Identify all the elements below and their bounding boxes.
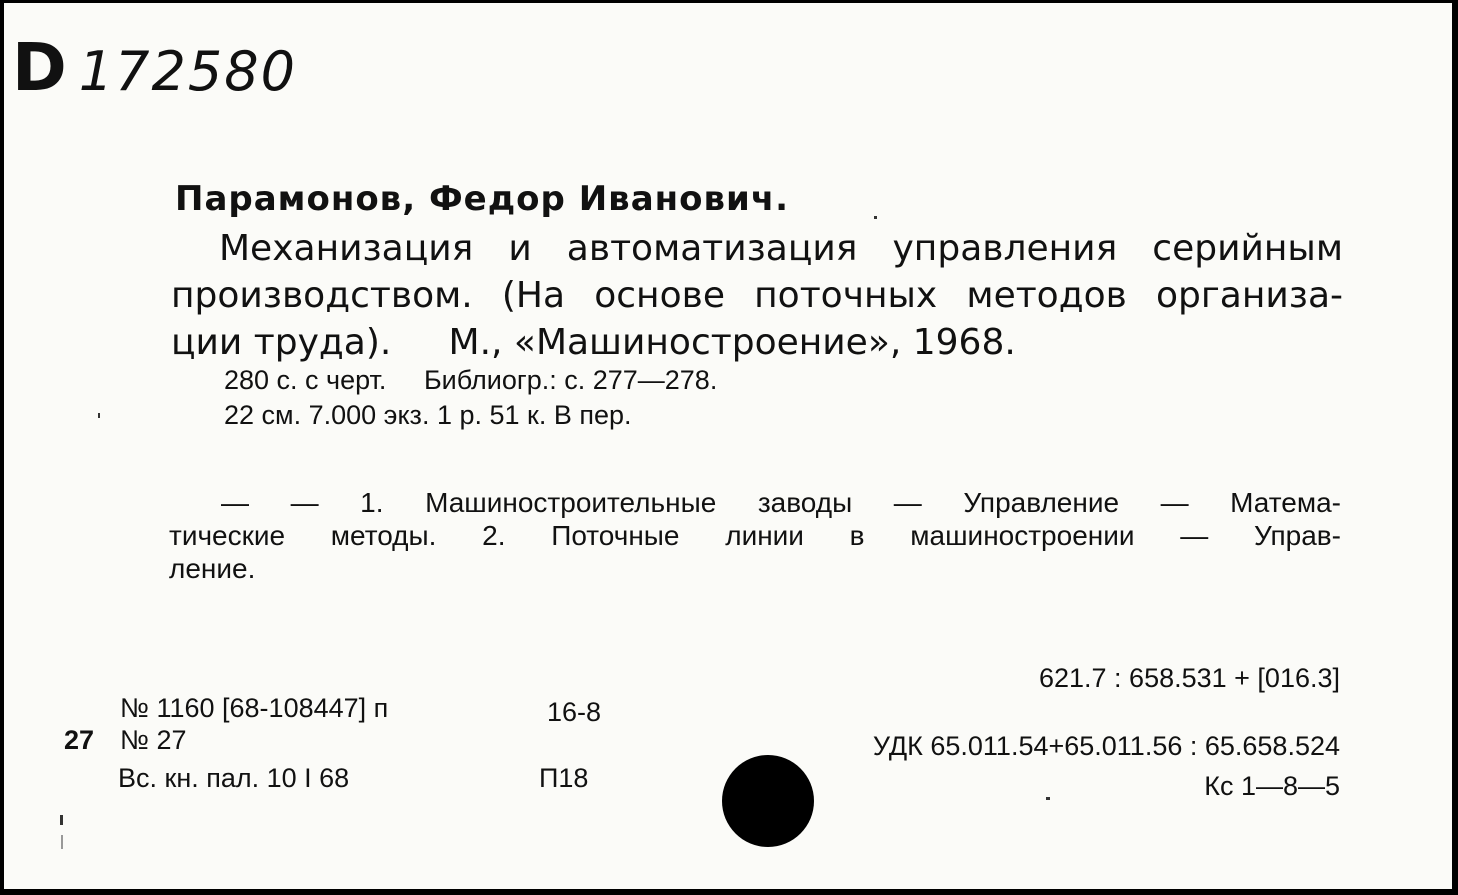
subject-line: ление. [169, 553, 256, 584]
ink-speck [61, 835, 63, 849]
card-number: № 27 [120, 725, 187, 755]
call-number-prefix: D [12, 29, 69, 106]
ink-speck [1046, 797, 1050, 800]
book-chamber-record: Вс. кн. пал. 10 I 68 [118, 763, 350, 793]
title-statement [171, 225, 1343, 366]
registration-code: 16-8 [547, 697, 602, 727]
title-line: ции труда). М., «Машиностроение», 1968. [171, 322, 1016, 363]
call-number-digits: 172580 [78, 40, 297, 103]
udk-classification: УДК 65.011.54+65.011.56 : 65.658.524 [872, 731, 1340, 761]
physical-description-line: 280 с. с черт. Библиогр.: с. 277—278. [224, 365, 718, 395]
handwritten-call-number [12, 29, 297, 106]
punched-hole [722, 755, 814, 847]
catalog-card [4, 3, 1452, 889]
registration-number: № 1160 [68-108447] п [120, 693, 389, 723]
physical-description-line: 22 см. 7.000 экз. 1 р. 51 к. В пер. [224, 400, 632, 430]
title-line: Механизация и автоматизация управления серийным [219, 228, 1343, 269]
author-sign: Кс 1—8—5 [1204, 771, 1340, 801]
subject-headings [169, 486, 1341, 585]
title-line: производством. (На основе поточных методов организа- [171, 275, 1343, 316]
subject-line: тические методы. 2. Поточные линии в машиностроении — Управ- [169, 520, 1341, 551]
footer-prefix-number: 27 [64, 725, 95, 755]
book-chamber-code: П18 [539, 763, 589, 793]
author-heading: Парамонов, Федор Иванович. [175, 179, 790, 219]
ink-speck [60, 815, 63, 825]
ink-speck [874, 216, 877, 219]
subject-line: — — 1. Машиностроительные заводы — Управление — Матема- [221, 487, 1341, 518]
ink-speck [98, 413, 100, 418]
bbk-classification: 621.7 : 658.531 + [016.3] [1038, 663, 1340, 693]
